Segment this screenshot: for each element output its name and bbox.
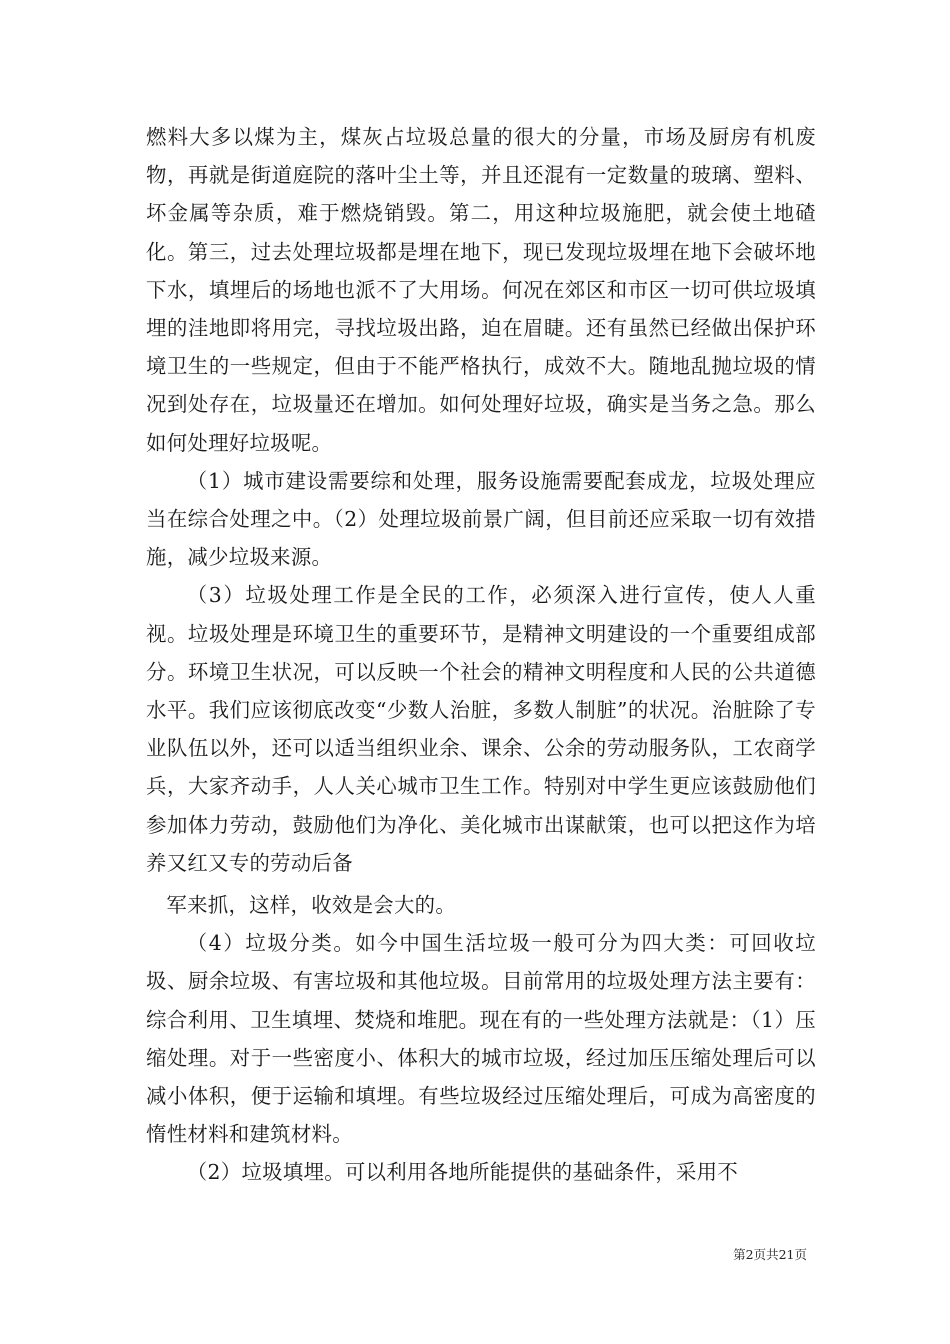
paragraph-4: 军来抓，这样，收效是会大的。 <box>166 893 457 918</box>
page-number-footer: 第2页共21页 <box>733 1247 807 1262</box>
paragraph-1: 燃料大多以煤为主，煤灰占垃圾总量的很大的分量，市场及厨房有机废物，再就是街道庭院的落叶尘土等，并且还混有一定数量的玻璃、塑料、坏金属等杂质，难于燃烧销毁。第二，用这种垃圾施肥，就会使土地碴化。第三，过去处理垃圾都是埋在地下，现已发现垃圾埋在地下会破坏地下水，填埋后的场地也派不了大用场。何况在郊区和市区一切可供垃圾填埋的洼地即将用完，寻找垃圾出路，迫在眉睫。还有虽然已经做出保护环境卫生的一些规定，但由于不能严格执行，成效不大。随地乱抛垃圾的情况到处存在，垃圾量还在增加。如何处理好垃圾，确实是当务之急。那么如何处理好垃圾呢。 <box>146 125 816 455</box>
document-body <box>146 118 816 1192</box>
paragraph-6: （2）垃圾填埋。可以利用各地所能提供的基础条件，采用不 <box>186 1160 739 1185</box>
paragraph-2: （1）城市建设需要综和处理，服务设施需要配套成龙，垃圾处理应当在综合处理之中。（2）处理垃圾前景广阔，但目前还应采取一切有效措施，减少垃圾来源。 <box>146 468 816 570</box>
paragraph-3: （3）垃圾处理工作是全民的工作，必须深入进行宣传，使人人重视。垃圾处理是环境卫生的重要环节，是精神文明建设的一个重要组成部分。环境卫生状况，可以反映一个社会的精神文明程度和人民的公共道德水平。我们应该彻底改变“少数人治脏，多数人制脏”的状况。治脏除了专业队伍以外，还可以适当组织业余、课余、公余的劳动服务队，工农商学兵，大家齐动手，人人关心城市卫生工作。特别对中学生更应该鼓励他们参加体力劳动，鼓励他们为净化、美化城市出谋献策，也可以把这作为培养又红又专的劳动后备 <box>146 583 816 875</box>
paragraph-5: （4）垃圾分类。如今中国生活垃圾一般可分为四大类：可回收垃圾、厨余垃圾、有害垃圾和其他垃圾。目前常用的垃圾处理方法主要有：综合利用、卫生填埋、焚烧和堆肥。现在有的一些处理方法就是：（1）压缩处理。对于一些密度小、体积大的城市垃圾，经过加压压缩处理后可以减小体积，便于运输和填埋。有些垃圾经过压缩处理后，可成为高密度的惰性材料和建筑材料。 <box>146 931 816 1147</box>
